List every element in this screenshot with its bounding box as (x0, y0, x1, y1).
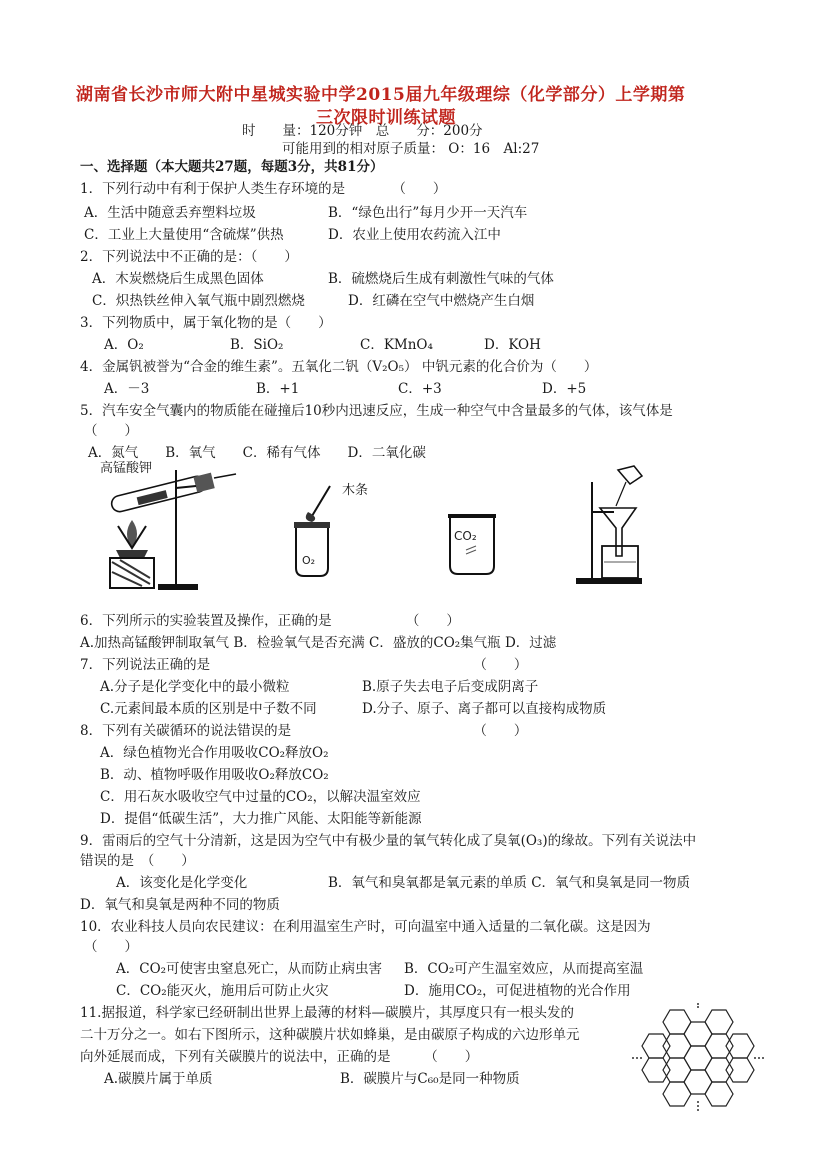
q3-stem: 3．下列物质中，属于氧化物的是（ ） (80, 315, 332, 331)
section-header: 一、选择题（本大题共27题，每题3分，共81分） (80, 159, 384, 175)
q11-line-3: 向外延展而成，下列有关碳膜片的说法中，正确的是 （ ） (80, 1049, 479, 1065)
label-co2: CO₂ (454, 529, 477, 543)
q4-option-d: D．+5 (542, 381, 587, 397)
label-o2: O₂ (302, 554, 316, 567)
q2-option-b: B．硫燃烧后生成有刺激性气味的气体 (328, 271, 554, 287)
figure-oxygen-test (282, 478, 388, 582)
q6-options: A.加热高锰酸钾制取氧气 B．检验氧气是否充满 C．盛放的CO₂集气瓶 D．过滤 (80, 635, 557, 651)
q5-options: A．氮气 B．氧气 C．稀有气体 D．二氧化碳 (88, 445, 426, 461)
q7-option-c: C.元素间最本质的区别是中子数不同 (100, 701, 317, 717)
q2-option-c: C．炽热铁丝伸入氧气瓶中剧烈燃烧 (92, 293, 305, 309)
q9-stem-line-2: 错误的是 （ ） (80, 853, 195, 869)
q4-option-b: B．+1 (256, 381, 300, 397)
q1-option-d: D．农业上使用农药流入江中 (328, 227, 501, 243)
q11-option-b: B．碳膜片与C₆₀是同一种物质 (340, 1071, 520, 1087)
q3-option-a: A．O₂ (104, 337, 144, 353)
q4-option-c: C．+3 (398, 381, 442, 397)
q10-option-c: C．CO₂能灭火，施用后可防止火灾 (116, 983, 329, 999)
figure-carbon-honeycomb (630, 1002, 766, 1112)
q11-line-1: 11.据报道，科学家已经研制出世界上最薄的材料—碳膜片，其厚度只有一根头发的 (80, 1005, 574, 1021)
q3-option-c: C．KMnO₄ (360, 337, 433, 353)
q8-option-d: D．提倡“低碳生活”，大力推广风能、太阳能等新能源 (100, 811, 422, 827)
q5-paren: （ ） (84, 423, 138, 439)
q2-option-a: A．木炭燃烧后生成黑色固体 (92, 271, 264, 287)
label-stick: 木条 (342, 483, 369, 498)
label-kmno4: 高锰酸钾 (100, 461, 153, 476)
q7-stem: 7．下列说法正确的是 （ ） (80, 657, 528, 673)
q9-option-bc: B．氧气和臭氧都是氧元素的单质 C．氧气和臭氧是同一物质 (328, 875, 691, 891)
q11-line-2: 二十万分之一。如右下图所示，这种碳膜片状如蜂巢，是由碳原子构成的六边形单元 (80, 1027, 580, 1043)
figure-co2-bottle (444, 508, 500, 580)
q6-stem: 6．下列所示的实验装置及操作，正确的是 （ ） (80, 613, 460, 629)
q10-option-a: A．CO₂可使害虫窒息死亡，从而防止病虫害 (116, 961, 383, 977)
q4-option-a: A．－3 (104, 381, 150, 397)
exam-info: 时 量：120分钟 总 分：200分 (242, 123, 483, 139)
figure-filtration (570, 462, 650, 588)
q10-option-d: D．施用CO₂，可促进植物的光合作用 (404, 983, 631, 999)
title-line-2: 三次限时训练试题 (316, 108, 456, 128)
q11-option-a: A.碳膜片属于单质 (104, 1071, 213, 1087)
q8-option-b: B．动、植物呼吸作用吸收O₂释放CO₂ (100, 767, 329, 783)
q9-option-d: D．氧气和臭氧是两种不同的物质 (80, 897, 280, 913)
q10-paren: （ ） (84, 939, 138, 955)
q10-option-b: B．CO₂可产生温室效应，从而提高室温 (404, 961, 644, 977)
q1-option-b: B．“绿色出行”每月少开一天汽车 (328, 205, 528, 221)
q2-option-d: D．红磷在空气中燃烧产生白烟 (348, 293, 535, 309)
figure-kmno4-heating (96, 458, 246, 594)
q8-option-c: C．用石灰水吸收空气中过量的CO₂，以解决温室效应 (100, 789, 421, 805)
q4-stem: 4．金属钒被誉为“合金的维生素”。五氧化二钒（V₂O₅） 中钒元素的化合价为（ ） (80, 359, 598, 375)
q1-option-a: A．生活中随意丢弃塑料垃圾 (84, 205, 256, 221)
atomic-mass: 可能用到的相对原子质量： O：16 Al:27 (282, 141, 540, 157)
q8-stem: 8．下列有关碳循环的说法错误的是 （ ） (80, 723, 528, 739)
q2-stem: 2．下列说法中不正确的是：（ ） (80, 249, 298, 265)
q5-stem: 5．汽车安全气囊内的物质能在碰撞后10秒内迅速反应，生成一种空气中含量最多的气体，该气体是 (80, 403, 673, 419)
q1-stem: 1．下列行动中有利于保护人类生存环境的是 （ ） (80, 181, 447, 197)
q8-option-a: A．绿色植物光合作用吸收CO₂释放O₂ (100, 745, 329, 761)
q7-option-a: A.分子是化学变化中的最小微粒 (100, 679, 290, 695)
q9-stem-line-1: 9．雷雨后的空气十分清新，这是因为空气中有极少量的氧气转化成了臭氧(O₃)的缘故。下列有关说法中 (80, 833, 697, 849)
q10-stem: 10．农业科技人员向农民建议：在利用温室生产时，可向温室中通入适量的二氧化碳。这是因为 (80, 919, 651, 935)
q3-option-b: B．SiO₂ (230, 337, 284, 353)
q9-option-a: A．该变化是化学变化 (116, 875, 248, 891)
q7-option-b: B.原子失去电子后变成阴离子 (362, 679, 539, 695)
q1-option-c: C．工业上大量使用“含硫煤”供热 (84, 227, 284, 243)
q3-option-d: D．KOH (484, 337, 541, 353)
title-line-1: 湖南省长沙市师大附中星城实验中学2015届九年级理综（化学部分）上学期第 (76, 85, 686, 105)
q7-option-d: D.分子、原子、离子都可以直接构成物质 (362, 701, 607, 717)
